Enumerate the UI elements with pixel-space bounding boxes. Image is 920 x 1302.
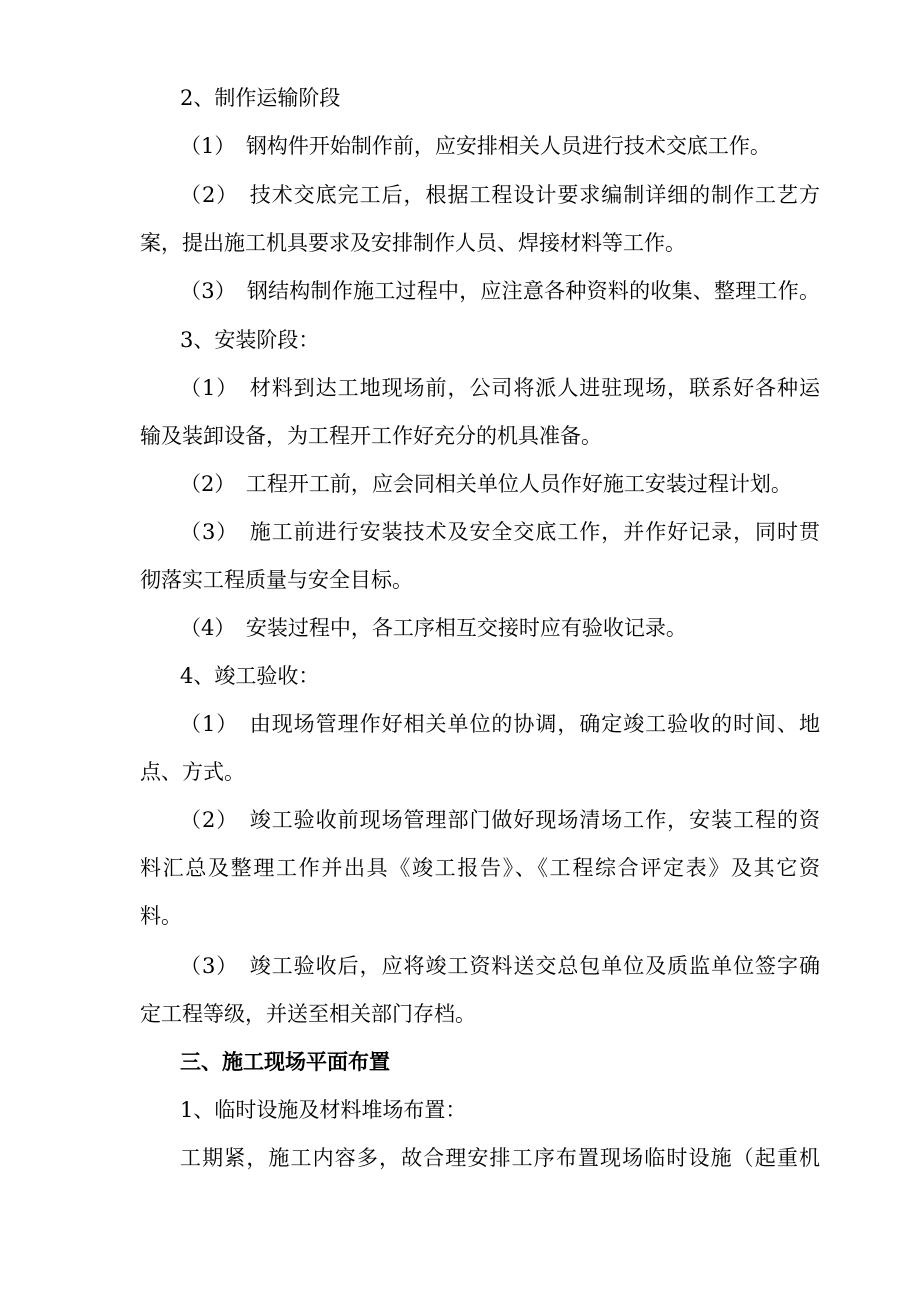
- paragraph-line: 点、方式。: [140, 760, 245, 784]
- chapter-heading: 三、施工现场平面布置: [180, 1049, 390, 1074]
- paragraph-line: （1） 材料到达工地现场前，公司将派人进驻现场，联系好各种运: [180, 376, 820, 400]
- paragraph-line: 输及装卸设备，为工程开工作好充分的机具准备。: [140, 424, 602, 448]
- paragraph-line: 工期紧，施工内容多，故合理安排工序布置现场临时设施（起重机: [180, 1146, 820, 1170]
- paragraph-line: （3） 施工前进行安装技术及安全交底工作，并作好记录，同时贯: [180, 520, 820, 544]
- paragraph-line: 定工程等级，并送至相关部门存档。: [140, 1002, 476, 1026]
- paragraph-line: （2） 竣工验收前现场管理部门做好现场清场工作，安装工程的资: [180, 808, 820, 832]
- paragraph-line: （2） 技术交底完工后，根据工程设计要求编制详细的制作工艺方: [180, 183, 820, 207]
- section-heading: 4、竣工验收：: [180, 664, 320, 688]
- paragraph-line: 彻落实工程质量与安全目标。: [140, 568, 413, 592]
- paragraph-line: 料汇总及整理工作并出具《竣工报告》、《工程综合评定表》及其它资: [140, 856, 820, 880]
- paragraph-line: （3） 钢结构制作施工过程中，应注意各种资料的收集、整理工作。: [180, 279, 820, 303]
- paragraph-line: （1） 由现场管理作好相关单位的协调，确定竣工验收的时间、地: [180, 712, 820, 736]
- paragraph-line: （3） 竣工验收后，应将竣工资料送交总包单位及质监单位签字确: [180, 954, 820, 978]
- section-heading: 3、安装阶段：: [180, 328, 320, 352]
- paragraph-line: （1） 钢构件开始制作前，应安排相关人员进行技术交底工作。: [180, 134, 771, 158]
- section-heading: 2、制作运输阶段: [180, 86, 341, 110]
- paragraph-line: 案，提出施工机具要求及安排制作人员、焊接材料等工作。: [140, 231, 686, 255]
- section-heading: 1、临时设施及材料堆场布置：: [180, 1098, 467, 1122]
- paragraph-line: （4） 安装过程中，各工序相互交接时应有验收记录。: [180, 616, 687, 640]
- paragraph-line: （2） 工程开工前，应会同相关单位人员作好施工安装过程计划。: [180, 472, 792, 496]
- paragraph-line: 料。: [140, 904, 182, 928]
